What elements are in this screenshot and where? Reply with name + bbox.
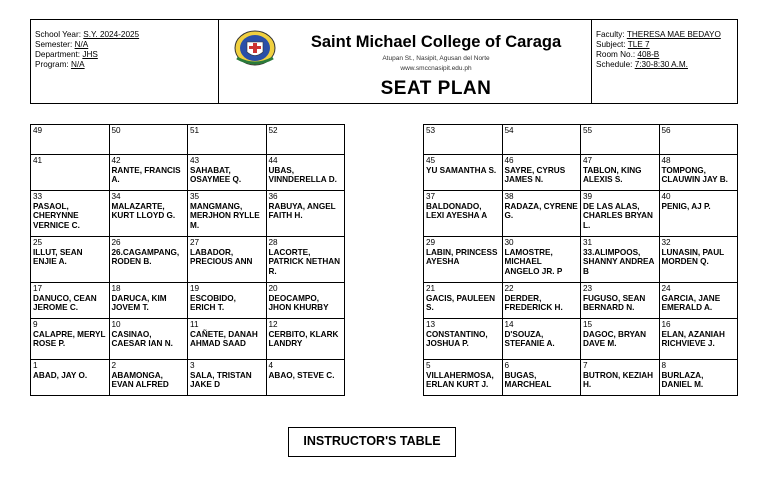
student-name: LABIN, PRINCESS AYESHA xyxy=(426,247,498,267)
seat-number: 37 xyxy=(426,192,436,201)
seat-number: 19 xyxy=(190,284,200,293)
seat-number: 16 xyxy=(661,320,671,329)
student-name: TOMPONG, CLAUWIN JAY B. xyxy=(661,165,728,185)
seat-number: 41 xyxy=(33,156,43,165)
seat-row xyxy=(31,191,345,237)
seat-cell xyxy=(266,283,345,319)
seat-number: 13 xyxy=(426,320,436,329)
seat-number: 14 xyxy=(504,320,514,329)
seat-cell xyxy=(502,360,581,396)
student-name: BURLAZA, DANIEL M. xyxy=(661,370,704,390)
student-name: ABAD, JAY O. xyxy=(33,370,88,380)
college-name: Saint Michael College of Caraga xyxy=(310,33,562,51)
subject-row: Subject: TLE 7 xyxy=(596,40,650,49)
student-name: LABADOR, PRECIOUS ANN xyxy=(190,247,253,267)
seat-number: 27 xyxy=(190,238,200,247)
student-name: YU SAMANTHA S. xyxy=(426,165,497,175)
school-year-row: School Year: S.Y. 2024-2025 xyxy=(35,30,140,39)
seat-cell xyxy=(502,125,581,155)
seat-cell xyxy=(109,125,188,155)
faculty-row: Faculty: THERESA MAE BEDAYO xyxy=(596,30,721,39)
college-address: Atupan St., Nasipit, Agusan del Norte xyxy=(382,55,490,62)
student-name: SALA, TRISTAN JAKE D xyxy=(190,370,252,390)
seat-cell xyxy=(424,360,503,396)
subject-value: TLE 7 xyxy=(627,40,650,49)
student-name: ELAN, AZANIAH RICHVIEVE J. xyxy=(661,329,725,349)
department-value: JHS xyxy=(82,50,98,59)
seat-number: 10 xyxy=(111,320,121,329)
seat-cell xyxy=(424,237,503,283)
seat-cell xyxy=(266,191,345,237)
seat-number: 17 xyxy=(33,284,43,293)
student-name: CALAPRE, MERYL ROSE P. xyxy=(33,329,106,349)
student-name: FUGUSO, SEAN BERNARD N. xyxy=(583,293,646,313)
college-block xyxy=(219,20,621,103)
seat-cell xyxy=(659,125,738,155)
student-name: TABLON, KING ALEXIS S. xyxy=(583,165,642,185)
seat-number: 23 xyxy=(583,284,593,293)
seat-number: 4 xyxy=(268,361,274,370)
seat-cell xyxy=(502,191,581,237)
seat-cell xyxy=(109,191,188,237)
seat-number: 43 xyxy=(190,156,200,165)
seat-cell xyxy=(109,155,188,191)
student-name: SAHABAT, OSAYMEE Q. xyxy=(190,165,242,185)
seat-number: 39 xyxy=(583,192,593,201)
seat-number: 15 xyxy=(583,320,593,329)
seat-number: 29 xyxy=(426,238,436,247)
seat-cell xyxy=(659,360,738,396)
seat-cell xyxy=(424,155,503,191)
seat-number: 6 xyxy=(504,361,510,370)
seat-number: 55 xyxy=(583,126,593,135)
seat-cell xyxy=(31,360,110,396)
student-name: MANGMANG, MERJHON RYLLE M. xyxy=(190,201,260,230)
student-name: LUNASIN, PAUL MORDEN Q. xyxy=(661,247,724,267)
seat-number: 18 xyxy=(111,284,121,293)
seat-number: 21 xyxy=(426,284,436,293)
instructors-table: INSTRUCTOR'S TABLE xyxy=(288,427,456,457)
seat-number: 32 xyxy=(661,238,671,247)
seat-cell xyxy=(188,125,267,155)
seat-cell xyxy=(31,283,110,319)
school-year-value: S.Y. 2024-2025 xyxy=(83,30,140,39)
student-name: ESCOBIDO, ERICH T. xyxy=(190,293,236,313)
student-name: RABUYA, ANGEL FAITH H. xyxy=(268,201,336,221)
student-name: LAMOSTRE, MICHAEL ANGELO JR. P xyxy=(504,247,563,276)
student-name: CAÑETE, DANAH AHMAD SAAD xyxy=(190,329,258,349)
student-name: DAGOC, BRYAN DAVE M. xyxy=(583,329,647,349)
student-name: VILLAHERMOSA, ERLAN KURT J. xyxy=(426,370,494,390)
seat-number: 11 xyxy=(190,320,199,329)
semester-value: N/A xyxy=(74,40,89,49)
student-name: PENIG, AJ P. xyxy=(661,201,711,211)
seat-number: 7 xyxy=(583,361,588,370)
college-seal-icon xyxy=(233,28,277,68)
seat-cell xyxy=(581,283,660,319)
student-name: GARCIA, JANE EMERALD A. xyxy=(661,293,721,313)
student-name: 33.ALIMPOOS, SHANNY ANDREA B xyxy=(583,247,655,276)
student-name: MALAZARTE, KURT LLOYD G. xyxy=(111,201,176,221)
department-row: Department: JHS xyxy=(35,50,98,59)
seat-number: 25 xyxy=(33,238,43,247)
seat-cell xyxy=(659,191,738,237)
student-name: CONSTANTINO, JOSHUA P. xyxy=(426,329,488,349)
seat-cell xyxy=(424,283,503,319)
seat-number: 9 xyxy=(33,320,38,329)
seat-row xyxy=(424,360,738,396)
seat-number: 24 xyxy=(661,284,671,293)
seat-cell xyxy=(109,237,188,283)
room-row: Room No.: 408-B xyxy=(596,50,660,59)
seat-row xyxy=(424,125,738,155)
seat-row xyxy=(31,360,345,396)
seat-cell xyxy=(266,319,345,360)
seat-cell xyxy=(502,155,581,191)
seat-cell xyxy=(31,155,110,191)
right-seat-grid xyxy=(423,124,738,396)
student-name: DE LAS ALAS, CHARLES BRYAN L. xyxy=(583,201,653,230)
seat-cell xyxy=(581,191,660,237)
student-name: BUGAS, MARCHEAL xyxy=(504,370,552,390)
student-name: ILLUT, SEAN ENJIE A. xyxy=(33,247,83,267)
seat-number: 33 xyxy=(33,192,43,201)
schedule-row: Schedule: 7:30-8:30 A.M. xyxy=(596,60,688,69)
seat-number: 34 xyxy=(111,192,121,201)
seat-cell xyxy=(188,237,267,283)
seat-number: 22 xyxy=(504,284,514,293)
student-name: DANUCO, CEAN JEROME C. xyxy=(33,293,97,313)
seat-cell xyxy=(266,155,345,191)
schedule-value: 7:30-8:30 A.M. xyxy=(634,60,688,69)
seat-row xyxy=(424,155,738,191)
seat-number: 42 xyxy=(111,156,121,165)
seat-cell xyxy=(266,125,345,155)
student-name: DERDER, FREDERICK H. xyxy=(504,293,563,313)
student-name: BALDONADO, LEXI AYESHA A xyxy=(426,201,488,221)
seat-number: 3 xyxy=(190,361,195,370)
student-name: 26.CAGAMPANG, RODEN B. xyxy=(111,247,180,267)
seat-cell xyxy=(31,191,110,237)
seat-cell xyxy=(659,155,738,191)
seat-cell xyxy=(188,319,267,360)
seat-number: 56 xyxy=(661,126,671,135)
seat-number: 28 xyxy=(268,238,278,247)
seat-cell xyxy=(581,360,660,396)
seat-number: 47 xyxy=(583,156,593,165)
seat-cell xyxy=(266,237,345,283)
seat-cell xyxy=(188,283,267,319)
seat-row xyxy=(424,319,738,360)
seat-cell xyxy=(581,237,660,283)
seat-cell xyxy=(31,125,110,155)
student-name: D'SOUZA, STEFANIE A. xyxy=(504,329,555,349)
seat-number: 51 xyxy=(190,126,200,135)
student-name: RANTE, FRANCIS A. xyxy=(111,165,181,185)
seat-cell xyxy=(188,155,267,191)
student-name: CERBITO, KLARK LANDRY xyxy=(268,329,339,349)
left-seat-grid xyxy=(30,124,345,396)
seat-number: 45 xyxy=(426,156,436,165)
seat-number: 36 xyxy=(268,192,278,201)
student-name: ABAMONGA, EVAN ALFRED xyxy=(111,370,169,390)
seat-number: 1 xyxy=(33,361,38,370)
seat-cell xyxy=(109,319,188,360)
student-name: LACORTE, PATRICK NETHAN R. xyxy=(268,247,341,276)
header-box xyxy=(30,19,738,104)
seat-row xyxy=(424,283,738,319)
student-name: CASINAO, CAESAR IAN N. xyxy=(111,329,173,349)
seat-row xyxy=(424,191,738,237)
seat-row xyxy=(31,125,345,155)
seat-number: 48 xyxy=(661,156,671,165)
seat-cell xyxy=(109,360,188,396)
student-name: DARUCA, KIM JOVEM T. xyxy=(111,293,167,313)
seat-cell xyxy=(188,360,267,396)
seat-number: 46 xyxy=(504,156,514,165)
student-name: RADAZA, CYRENE G. xyxy=(504,201,578,221)
seat-cell xyxy=(502,319,581,360)
student-name: SAYRE, CYRUS JAMES N. xyxy=(504,165,566,185)
seat-cell xyxy=(659,237,738,283)
college-website: www.smccnasipit.edu.ph xyxy=(400,65,472,72)
seat-cell xyxy=(659,283,738,319)
faculty-value: THERESA MAE BEDAYO xyxy=(626,30,721,39)
program-row: Program: N/A xyxy=(35,60,85,69)
seat-number: 44 xyxy=(268,156,278,165)
class-info xyxy=(591,20,739,103)
seat-number: 52 xyxy=(268,126,278,135)
student-name: PASAOL, CHERYNNE VERNICE C. xyxy=(33,201,80,230)
seat-number: 35 xyxy=(190,192,200,201)
program-value: N/A xyxy=(70,60,85,69)
page-title: SEAT PLAN xyxy=(380,78,492,99)
room-value: 408-B xyxy=(637,50,660,59)
seat-cell xyxy=(109,283,188,319)
seat-row xyxy=(31,237,345,283)
seat-number: 49 xyxy=(33,126,43,135)
seat-cell xyxy=(424,191,503,237)
seat-cell xyxy=(502,283,581,319)
seat-row xyxy=(31,155,345,191)
seat-cell xyxy=(31,237,110,283)
school-info xyxy=(31,20,219,103)
seat-row xyxy=(31,283,345,319)
seat-cell xyxy=(581,155,660,191)
seat-row xyxy=(31,319,345,360)
seat-number: 53 xyxy=(426,126,436,135)
student-name: UBAS, VINNDERELLA D. xyxy=(268,165,337,185)
student-name: DEOCAMPO, JHON KHURBY xyxy=(268,293,329,313)
seat-cell xyxy=(424,319,503,360)
seat-number: 38 xyxy=(504,192,514,201)
student-name: BUTRON, KEZIAH H. xyxy=(583,370,654,390)
seat-number: 54 xyxy=(504,126,514,135)
seat-number: 20 xyxy=(268,284,278,293)
seat-cell xyxy=(266,360,345,396)
seat-number: 5 xyxy=(426,361,431,370)
seat-number: 12 xyxy=(268,320,278,329)
seat-cell xyxy=(581,319,660,360)
seat-row xyxy=(424,237,738,283)
seat-number: 2 xyxy=(111,361,117,370)
seat-cell xyxy=(424,125,503,155)
student-name: ABAO, STEVE C. xyxy=(268,370,335,380)
student-name: GACIS, PAULEEN S. xyxy=(426,293,495,313)
seat-cell xyxy=(659,319,738,360)
seat-number: 8 xyxy=(661,361,667,370)
seat-cell xyxy=(502,237,581,283)
seat-number: 50 xyxy=(111,126,121,135)
seat-cell xyxy=(581,125,660,155)
seat-number: 30 xyxy=(504,238,514,247)
seat-number: 26 xyxy=(111,238,121,247)
seat-cell xyxy=(188,191,267,237)
semester-row: Semester: N/A xyxy=(35,40,89,49)
seat-number: 31 xyxy=(583,238,593,247)
seat-cell xyxy=(31,319,110,360)
seat-number: 40 xyxy=(661,192,671,201)
